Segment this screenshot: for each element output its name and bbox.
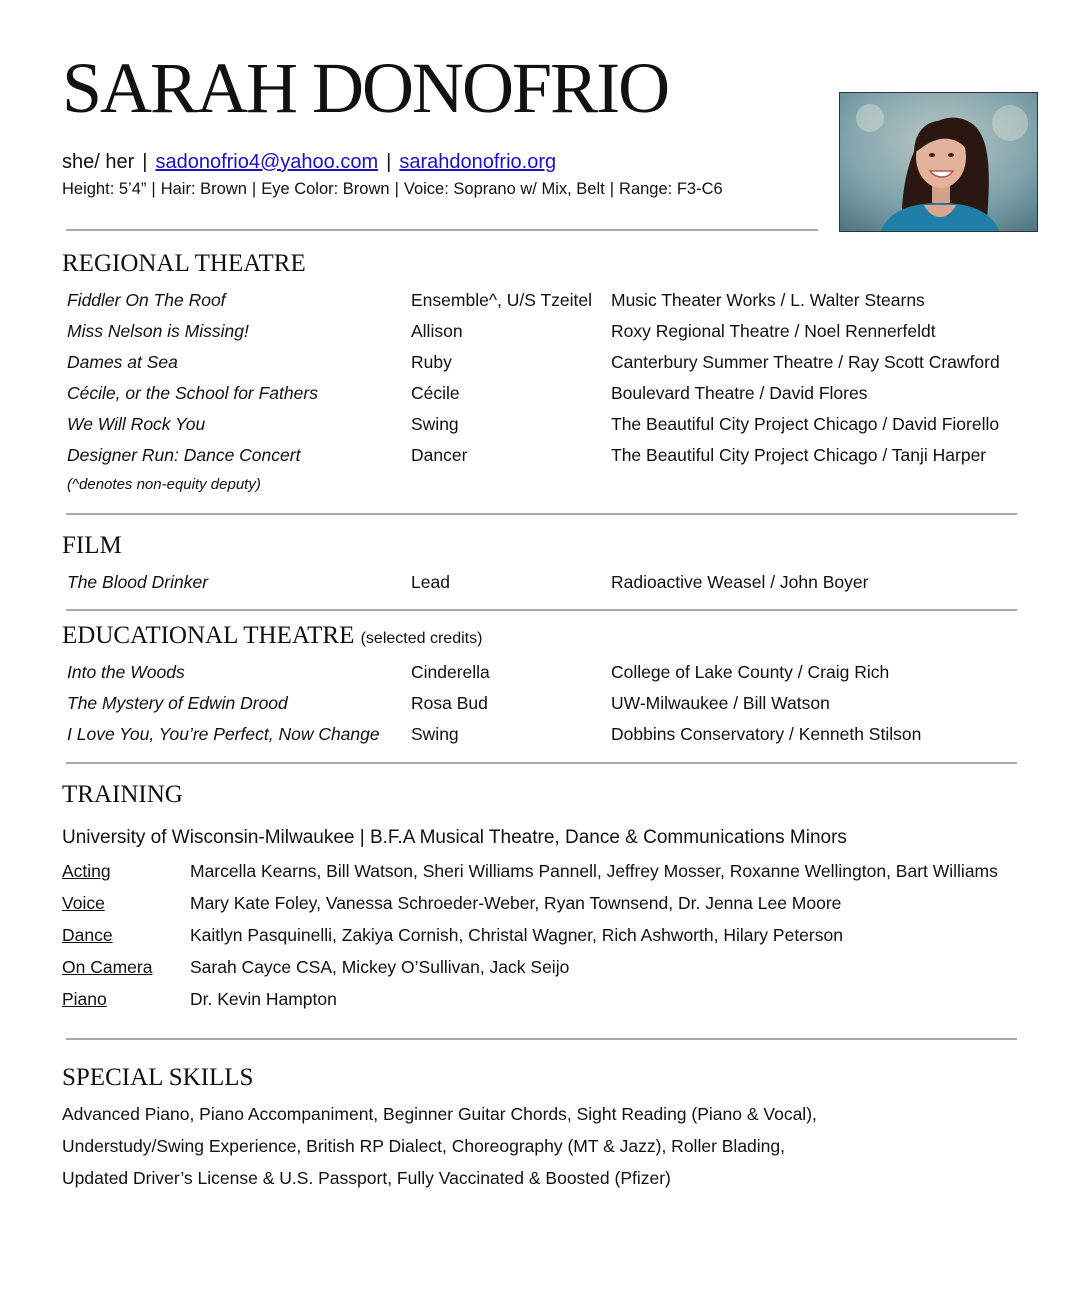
credit-role: Dancer (411, 445, 468, 465)
divider (66, 762, 1017, 764)
credit-row (67, 692, 1027, 723)
training-label: Acting (62, 861, 111, 881)
credit-title: The Blood Drinker (67, 572, 209, 592)
credit-title: Fiddler On The Roof (67, 290, 226, 310)
section-title-film: FILM (62, 532, 122, 559)
separator: | (386, 151, 392, 173)
training-label: Piano (62, 989, 107, 1009)
training-teachers: Dr. Kevin Hampton (190, 989, 337, 1009)
credit-title: Dames at Sea (67, 352, 178, 372)
email-link[interactable]: sadonofrio4@yahoo.com (155, 151, 379, 173)
training-teachers: Kaitlyn Pasquinelli, Zakiya Cornish, Christal Wagner, Rich Ashworth, Hilary Peterson (190, 925, 843, 945)
training-label: Dance (62, 925, 113, 945)
separator: | (251, 180, 257, 198)
headshot-photo (839, 92, 1038, 232)
credit-role: Rosa Bud (411, 693, 488, 713)
stat-height: Height: 5’4” (62, 180, 147, 198)
credit-row (67, 351, 1027, 382)
credit-role: Ensemble^, U/S Tzeitel (411, 290, 593, 310)
educational-credits (67, 661, 1027, 754)
credit-role: Swing (411, 414, 459, 434)
credit-company: Boulevard Theatre / David Flores (611, 383, 868, 403)
divider (66, 513, 1017, 515)
divider (66, 229, 818, 231)
credit-title: We Will Rock You (67, 414, 206, 434)
credit-company: Canterbury Summer Theatre / Ray Scott Crawford (611, 352, 1000, 372)
special-skills (62, 1098, 962, 1194)
regional-credits (67, 289, 1027, 495)
section-title-note: (selected credits) (360, 630, 483, 647)
credit-row (67, 289, 1027, 320)
credit-row (67, 382, 1027, 413)
credit-company: College of Lake County / Craig Rich (611, 662, 890, 682)
section-title-skills: SPECIAL SKILLS (62, 1064, 254, 1091)
credit-company: The Beautiful City Project Chicago / David Fiorello (611, 414, 1000, 434)
credit-company: Roxy Regional Theatre / Noel Rennerfeldt (611, 321, 936, 341)
credit-row (67, 661, 1027, 692)
credit-title: The Mystery of Edwin Drood (67, 693, 288, 713)
credit-title: Miss Nelson is Missing! (67, 321, 249, 341)
credit-company: UW-Milwaukee / Bill Watson (611, 693, 830, 713)
credit-row (67, 320, 1027, 351)
contact-line (62, 150, 556, 174)
pronouns: she/ her (62, 151, 135, 173)
skills-line: Advanced Piano, Piano Accompaniment, Beginner Guitar Chords, Sight Reading (Piano & Vocal), (62, 1104, 817, 1124)
training-teachers: Marcella Kearns, Bill Watson, Sheri Williams Pannell, Jeffrey Mosser, Roxanne Wellington, Bart Williams (190, 861, 998, 881)
separator: | (151, 180, 156, 198)
credit-row (67, 444, 1027, 475)
skills-line: Understudy/Swing Experience, British RP Dialect, Choreography (MT & Jazz), Roller Blading, (62, 1136, 785, 1156)
film-credits (67, 571, 1027, 602)
training-label: On Camera (62, 957, 153, 977)
separator: | (609, 180, 615, 198)
credit-title: Cécile, or the School for Fathers (67, 383, 318, 403)
credit-role: Cinderella (411, 662, 490, 682)
training-teachers: Sarah Cayce CSA, Mickey O’Sullivan, Jack Seijo (190, 957, 570, 977)
skills-line: Updated Driver’s License & U.S. Passport, Fully Vaccinated & Boosted (Pfizer) (62, 1168, 671, 1188)
divider (66, 609, 1017, 611)
section-title-educational (62, 621, 482, 654)
credit-row (67, 413, 1027, 444)
stat-eye-color: Eye Color: Brown (261, 180, 390, 198)
credit-row (67, 571, 1027, 602)
credit-role: Swing (411, 724, 459, 744)
divider (66, 1038, 1017, 1040)
actor-name: SARAH DONOFRIO (62, 48, 669, 128)
credit-company: Radioactive Weasel / John Boyer (611, 572, 869, 592)
website-link[interactable]: sarahdonofrio.org (399, 151, 557, 173)
physical-stats (62, 179, 723, 199)
stat-range: Range: F3-C6 (619, 180, 723, 198)
credit-company: Dobbins Conservatory / Kenneth Stilson (611, 724, 922, 744)
credit-role: Cécile (411, 383, 460, 403)
stat-voice: Voice: Soprano w/ Mix, Belt (403, 180, 605, 198)
headshot-illustration (840, 93, 1038, 232)
stat-hair: Hair: Brown (160, 180, 247, 198)
section-title-training: TRAINING (62, 781, 183, 808)
credit-title: Into the Woods (67, 662, 185, 682)
separator: | (394, 180, 399, 198)
credit-row (67, 723, 1027, 754)
section-title-regional: REGIONAL THEATRE (62, 250, 306, 277)
credit-role: Ruby (411, 352, 452, 372)
credit-title: Designer Run: Dance Concert (67, 445, 301, 465)
credit-title: I Love You, You’re Perfect, Now Change (67, 724, 380, 744)
equity-footnote: (^denotes non-equity deputy) (67, 476, 261, 493)
credit-role: Allison (411, 321, 463, 341)
section-title-text: EDUCATIONAL THEATRE (62, 622, 355, 649)
training-school: University of Wisconsin-Milwaukee | B.F.A Musical Theatre, Dance & Communications Minors (62, 827, 847, 848)
credit-company: The Beautiful City Project Chicago / Tanji Harper (611, 445, 987, 465)
credit-role: Lead (411, 572, 450, 592)
credit-company: Music Theater Works / L. Walter Stearns (611, 290, 925, 310)
separator: | (142, 151, 148, 173)
training-label: Voice (62, 893, 105, 913)
training-teachers: Mary Kate Foley, Vanessa Schroeder-Weber, Ryan Townsend, Dr. Jenna Lee Moore (190, 893, 842, 913)
